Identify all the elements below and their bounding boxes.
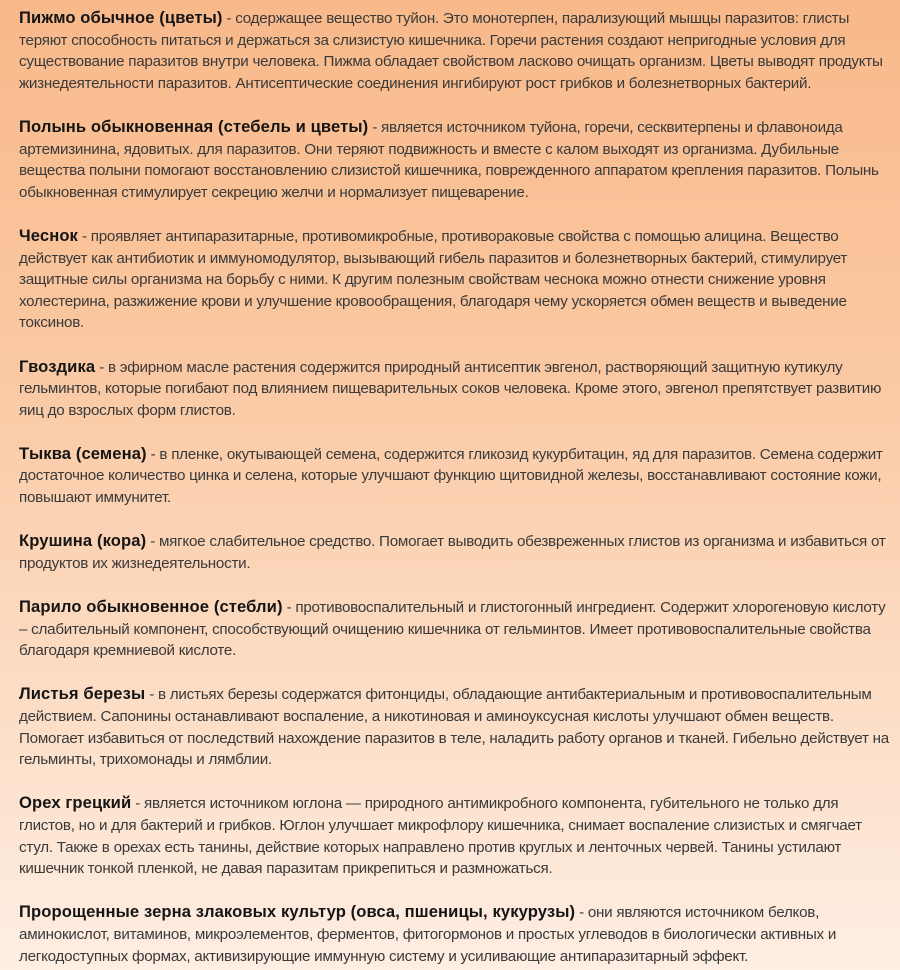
ingredient-name: Тыква (семена) — [19, 443, 147, 463]
ingredient-entry-garlic — [19, 225, 892, 334]
ingredient-entry-buckthorn-bark — [19, 530, 892, 574]
ingredient-description: - в эфирном масле растения содержится природный антисептик эвгенол, растворяющий защитную кутикулу гельминтов, которые погибают под влиянием пищеварительных соков человека. Кроме этого, эвгенол препятствует развитию яиц до взрослых форм глистов. — [19, 358, 882, 419]
ingredient-entry-wormwood — [19, 116, 892, 203]
ingredient-description: - они являются источником белков, аминокислот, витаминов, микроэлементов, ферментов, фитогормонов и простых углеводов в биологически активных и легкодоступных формах, активизирующие иммунную систему и усиливающие антипаразитарный эффект. — [19, 904, 837, 965]
ingredient-entry-tansy — [19, 7, 892, 94]
ingredient-name: Полынь обыкновенная (стебель и цветы) — [19, 116, 369, 136]
ingredient-entry-clove — [19, 356, 892, 422]
ingredient-name: Орех грецкий — [19, 793, 132, 813]
ingredient-name: Чеснок — [19, 225, 78, 245]
ingredient-entry-walnut — [19, 792, 892, 879]
ingredient-name: Гвоздика — [19, 356, 96, 376]
ingredient-name: Крушина (кора) — [19, 531, 147, 551]
ingredient-entry-pumpkin-seeds — [19, 443, 892, 509]
ingredient-entry-parilo — [19, 596, 892, 662]
ingredient-name: Листья березы — [19, 684, 146, 704]
ingredient-description: - является источником туйона, горечи, сесквитерпены и флавоноида артемизинина, ядовитых. для паразитов. Они теряют подвижность и вместе с калом выходят из организма. Дубильные вещества полыни помогают восстановлению слизистой кишечника, поврежденного аппаратом крепления паразитов. Полынь обыкновенная стимулирует секрецию желчи и нормализует пищеварение. — [19, 118, 879, 201]
ingredient-description: - проявляет антипаразитарные, противомикробные, противораковые свойства с помощью алицина. Вещество действует как антибиотик и иммуномодулятор, вызывающий гибель паразитов и болезнетворных бактерий, стимулирует защитные силы организма на борьбу с ними. К другим полезным свойствам чеснока можно отнести снижение уровня холестерина, разжижение крови и улучшение кровообращения, благодаря чему ускоряется обмен веществ и выведение токсинов. — [19, 227, 848, 332]
ingredient-name: Пижмо обычное (цветы) — [19, 8, 223, 27]
ingredient-description: - является источником юглона — природного антимикробного компонента, губительного не только для глистов, но и для бактерий и грибков. Юглон улучшает микрофлору кишечника, снимает воспаление слизистых и смягчает стул. Также в орехах есть танины, действие которых направлено против круглых и ленточных червей. Танины устилают кишечник тонкой пленкой, не давая паразитам прикрепиться и размножаться. — [19, 795, 862, 878]
ingredient-description: - мягкое слабительное средство. Помогает выводить обезвреженных глистов из организма и избавиться от продуктов их жизнедеятельности. — [19, 533, 886, 572]
ingredient-name: Парило обыкновенное (стебли) — [19, 597, 283, 617]
ingredient-description: - в листьях березы содержатся фитонциды, обладающие антибактериальным и противовоспалительным действием. Сапонины останавливают воспаление, а никотиновая и аминоуксусная кислоты улучшают обмен веществ. Помогает избавиться от последствий нахождение паразитов в теле, наладить работу органов и тканей. Гибельно действует на гельминты, трихомонады и лямблии. — [19, 686, 889, 769]
ingredient-description: - содержащее вещество туйон. Это монотерпен, парализующий мышцы паразитов: глисты теряют способность питаться и держаться за слизистую кишечника. Горечи растения создают непригодные условия для существование паразитов внутри человека. Пижма обладает свойством ласково очищать организм. Цветы выводят продукты жизнедеятельности паразитов. Антисептические соединения ингибируют рост грибков и болезнетворных бактерий. — [19, 10, 883, 92]
ingredient-description: - противовоспалительный и глистогонный ингредиент. Содержит хлорогеновую кислоту – слабительный компонент, способствующий очищению кишечника от гельминтов. Имеет противовоспалительные свойства благодаря кремниевой кислоте. — [19, 599, 886, 660]
ingredient-entry-sprouted-grains — [19, 901, 892, 967]
ingredient-name: Пророщенные зерна злаковых культур (овса, пшеницы, кукурузы) — [19, 902, 576, 922]
ingredient-description: - в пленке, окутывающей семена, содержится гликозид кукурбитацин, яд для паразитов. Семена содержит достаточное количество цинка и селена, которые улучшают функцию щитовидной железы, восстанавливают состояние кожи, повышают иммунитет. — [19, 445, 883, 507]
ingredient-entry-birch-leaves — [19, 683, 892, 770]
